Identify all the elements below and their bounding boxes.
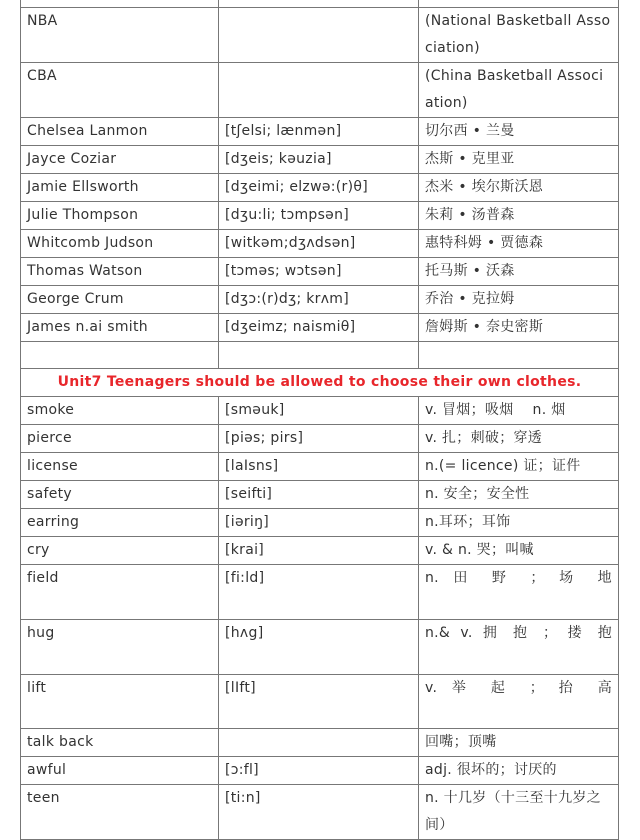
- table-row: [21, 565, 619, 620]
- table-row: [21, 202, 619, 230]
- term-cell: teen: [21, 785, 219, 840]
- term-cell: Jamie Ellsworth: [21, 174, 219, 202]
- table-row: [21, 118, 619, 146]
- term-cell: hug: [21, 619, 219, 674]
- phonetic-cell: [lIft]: [219, 674, 419, 729]
- term-cell: Thomas Watson: [21, 258, 219, 286]
- table-row: [21, 286, 619, 314]
- meaning-cell: n.耳环；耳饰: [419, 509, 619, 537]
- table-row: [21, 537, 619, 565]
- phonetic-cell: [fi:ld]: [219, 565, 419, 620]
- phonetic-cell: [sməuk]: [219, 397, 419, 425]
- table-row: [21, 314, 619, 342]
- term-cell: NBA: [21, 8, 219, 63]
- table-row: [21, 230, 619, 258]
- table-row: [21, 174, 619, 202]
- phonetic-cell: [hʌg]: [219, 619, 419, 674]
- term-cell: cry: [21, 537, 219, 565]
- meaning-cell: n. 十几岁（十三至十九岁之间）: [419, 785, 619, 840]
- term-cell: talk back: [21, 729, 219, 757]
- table-row: [21, 729, 619, 757]
- meaning-cell: n. 田 野 ； 场 地: [419, 565, 619, 620]
- phonetic-cell: [laIsns]: [219, 453, 419, 481]
- phonetic-cell: [dʒu:li; tɔmpsən]: [219, 202, 419, 230]
- meaning-cell: n.& v. 拥 抱 ； 搂 抱: [419, 619, 619, 674]
- table-row: [21, 425, 619, 453]
- phonetic-cell: [dʒɔ:(r)dʒ; krʌm]: [219, 286, 419, 314]
- meaning-cell: 托马斯 • 沃森: [419, 258, 619, 286]
- term-cell: safety: [21, 481, 219, 509]
- vocabulary-table-body: [21, 0, 619, 840]
- phonetic-cell: [seifti]: [219, 481, 419, 509]
- table-row: [21, 481, 619, 509]
- term-cell: CBA: [21, 63, 219, 118]
- phonetic-cell: [dʒeis; kəuzia]: [219, 146, 419, 174]
- phonetic-cell: [ti:n]: [219, 785, 419, 840]
- table-row: [21, 63, 619, 118]
- phonetic-cell: [219, 729, 419, 757]
- phonetic-cell: [dʒeimz; naismiθ]: [219, 314, 419, 342]
- meaning-cell: (National Basketball Association): [419, 8, 619, 63]
- phonetic-cell: [tʃelsi; lænmən]: [219, 118, 419, 146]
- table-row-cut-off: [21, 0, 619, 8]
- meaning-cell: [419, 342, 619, 369]
- phonetic-cell: [219, 63, 419, 118]
- term-cell: lift: [21, 674, 219, 729]
- meaning-cell: v. & n. 哭；叫喊: [419, 537, 619, 565]
- table-row: [21, 757, 619, 785]
- term-cell: [21, 0, 219, 8]
- phonetic-cell: [tɔməs; wɔtsən]: [219, 258, 419, 286]
- phonetic-cell: [219, 342, 419, 369]
- table-row: [21, 258, 619, 286]
- meaning-cell: 杰米 • 埃尔斯沃恩: [419, 174, 619, 202]
- table-row: [21, 674, 619, 729]
- phonetic-cell: [witkəm;dʒʌdsən]: [219, 230, 419, 258]
- unit-title: Unit7 Teenagers should be allowed to choose their own clothes.: [21, 369, 619, 397]
- phonetic-cell: [219, 8, 419, 63]
- term-cell: smoke: [21, 397, 219, 425]
- table-row: [21, 453, 619, 481]
- meaning-cell: 切尔西 • 兰曼: [419, 118, 619, 146]
- phonetic-cell: [dʒeimi; elzwə:(r)θ]: [219, 174, 419, 202]
- meaning-cell: 回嘴；顶嘴: [419, 729, 619, 757]
- meaning-cell: 乔治 • 克拉姆: [419, 286, 619, 314]
- term-cell: [21, 342, 219, 369]
- unit-header-row: [21, 369, 619, 397]
- term-cell: license: [21, 453, 219, 481]
- phonetic-cell: [piəs; pirs]: [219, 425, 419, 453]
- meaning-cell: v. 扎；刺破；穿透: [419, 425, 619, 453]
- term-cell: James n.ai smith: [21, 314, 219, 342]
- meaning-cell: n.(= licence) 证；证件: [419, 453, 619, 481]
- phonetic-cell: [iəriŋ]: [219, 509, 419, 537]
- phonetic-cell: [krai]: [219, 537, 419, 565]
- phonetic-cell: [219, 0, 419, 8]
- meaning-cell: v. 举 起 ； 抬 高: [419, 674, 619, 729]
- meaning-cell: 惠特科姆 • 贾德森: [419, 230, 619, 258]
- term-cell: pierce: [21, 425, 219, 453]
- term-cell: Jayce Coziar: [21, 146, 219, 174]
- table-row: [21, 342, 619, 369]
- term-cell: Chelsea Lanmon: [21, 118, 219, 146]
- term-cell: earring: [21, 509, 219, 537]
- term-cell: Julie Thompson: [21, 202, 219, 230]
- meaning-cell: adj. 很坏的；讨厌的: [419, 757, 619, 785]
- meaning-cell: 杰斯 • 克里亚: [419, 146, 619, 174]
- term-cell: Whitcomb Judson: [21, 230, 219, 258]
- term-cell: field: [21, 565, 219, 620]
- meaning-cell: v. 冒烟；吸烟 n. 烟: [419, 397, 619, 425]
- table-row: [21, 509, 619, 537]
- table-row: [21, 146, 619, 174]
- meaning-cell: (China Basketball Association): [419, 63, 619, 118]
- meaning-cell: 詹姆斯 • 奈史密斯: [419, 314, 619, 342]
- term-cell: awful: [21, 757, 219, 785]
- table-row: [21, 785, 619, 840]
- table-row: [21, 8, 619, 63]
- table-row: [21, 619, 619, 674]
- meaning-cell: [419, 0, 619, 8]
- term-cell: George Crum: [21, 286, 219, 314]
- vocabulary-table: [20, 0, 619, 840]
- meaning-cell: n. 安全；安全性: [419, 481, 619, 509]
- table-row: [21, 397, 619, 425]
- phonetic-cell: [ɔ:fl]: [219, 757, 419, 785]
- meaning-cell: 朱莉 • 汤普森: [419, 202, 619, 230]
